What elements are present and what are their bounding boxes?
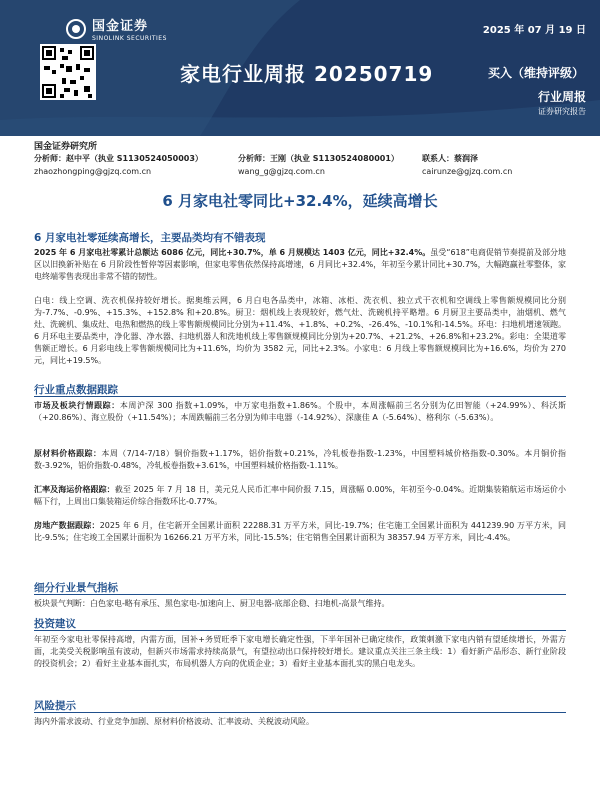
section-2-para-4 xyxy=(34,520,566,544)
section-4-para-1: 年初至今家电社零保持高增，内需方面，国补+务贸旺季下家电增长确定性强，下半年国补已确定续作，政策刺激下家电内销有望延续增长，外需方面，北美受关税影响虽有波动，但新兴市场需求持续高景气，有望拉动出口保持较好增长。建议重点关注三条主线：1）看好新产品形态、新行业阶段的投资机会；2）看好主业基本面扎实，布局机器人方向的优质企业；3）看好主业基本面扎实的黑白电龙头。 xyxy=(34,635,566,668)
rating-badge: 买入（维持评级） xyxy=(487,66,584,80)
section-2-para-2 xyxy=(34,448,566,472)
market-text: 本周沪深 300 指数+1.09%，中万家电指数+1.86%。个股中，本周涨幅前三名分别为亿田智能（+24.99%）、科沃斯（+20.86%）、海立股份（+11.54%）；本周跌幅前三名分别为帅丰电器（-14.92%）、深康佳 A（-5.64%）、格利尔（-5.63%）。 xyxy=(34,401,567,422)
section-divider xyxy=(34,712,566,713)
section-2-para-3 xyxy=(34,484,566,508)
contact: 联系人：蔡润泽 xyxy=(422,154,478,163)
email-2[interactable]: wang_g@gjzq.com.cn xyxy=(238,167,325,176)
realestate-text: 2025 年 6 月，住宅新开全国累计面积 22288.31 万平方米，同比-19.7%；住宅施工全国累计面积为 441239.90 万平方米，同比-9.5%；住宅竣工全国累计面积为 16266.21 万平方米，同比-15.5%；住宅销售全国累计面积为 38357.94 万平方米，同比-4.4%。 xyxy=(34,521,567,542)
realestate-lead: 房地产数据跟踪： xyxy=(34,521,100,530)
section-title-2: 行业重点数据跟踪 xyxy=(34,384,118,396)
section-title-5: 风险提示 xyxy=(34,700,76,712)
section-title-3: 细分行业景气指标 xyxy=(34,582,118,594)
section-2-para-1 xyxy=(34,400,566,424)
section-1-para-1 xyxy=(34,247,566,283)
material-text: 本周（7/14-7/18）铜价指数+1.17%，铝价指数+0.21%，冷轧板卷指数-1.23%，中国塑料城价格指数-0.30%。本月铜价指数-3.92%，铝价指数-0.48%，冷轧板卷指数+3.61%，中国塑料城价格指数-1.11%。 xyxy=(34,449,566,470)
section-1-lead: 2025 年 6 月家电社零累计总额达 6086 亿元，同比+30.7%，单 6 月规模达 1403 亿元，同比+32.4%。 xyxy=(34,248,431,257)
fx-lead: 汇率及海运价格跟踪： xyxy=(34,485,115,494)
research-org: 国金证券研究所 xyxy=(34,142,98,152)
logo-icon xyxy=(66,19,86,39)
logo-en: SINOLINK SECURITIES xyxy=(92,35,167,42)
analyst-2: 分析师：王刚（执业 S1130524080001） xyxy=(238,154,399,163)
report-type: 行业周报 xyxy=(537,90,586,104)
headline: 6 月家电社零同比+32.4%，延续高增长 xyxy=(162,192,438,210)
section-3-para-1: 板块景气判断：白色家电-略有承压、黑色家电-加速向上、厨卫电器-底部企稳、扫地机-高景气维持。 xyxy=(34,599,390,608)
section-1-para-2: 白电：线上空调、洗衣机保持较好增长。据奥维云网，6 月白电各品类中，冰箱、冰柜、洗衣机、独立式干衣机和空调线上零售额规模同比分别为-7.7%、-0.9%、+15.3%、+152.8% 和+20.8%。厨卫：烟机线上表现较好，燃气灶、洗碗机持平略增。6 月厨卫主要品类中，油烟机、燃气灶、洗碗机、集成灶、电热和燃热的线上零售额规模同比分别为+11.4%、+1.8%、+0.2%、-26.4%、-10.1%和-14.5%。环电：扫地机增速领跑。6 月环电主要品类中，净化器、净水器、扫地机器人和洗地机线上零售额规模同比分别为+20.7%、+21.2%、+26.8%和+23.2%。彩电：全渠道零售额正增长。6 月彩电线上零售额规模同比为+11.6%，均价为 3582 元，同比+2.3%。小家电：6 月线上零售额规模同比为+16.6%，均价为 270 元，同比+19.5%。 xyxy=(34,296,566,365)
section-5-para-1: 海内外需求波动、行业竞争加剧、原材料价格波动、汇率波动、关税波动风险。 xyxy=(34,717,314,726)
section-title-1: 6 月家电社零延续高增长，主要品类均有不错表现 xyxy=(34,232,266,244)
logo-cn: 国金证券 xyxy=(92,19,149,34)
section-1-text: 虽受“618”电商促销节奏提前及部分地区以旧换新补贴在 6 月阶段性暂停等因素影响，但家电零售依然保持高增速，6 月同比+32.4%，年初至今累计同比+30.7%，大幅跑赢社零整体，家电终端零售表现出非常不错的韧性。 xyxy=(34,248,566,281)
section-divider xyxy=(34,396,566,397)
analyst-1: 分析师：赵中平（执业 S1130524050003） xyxy=(34,154,203,163)
report-subtype: 证券研究报告 xyxy=(538,107,586,116)
section-title-4: 投资建议 xyxy=(34,618,76,630)
report-header xyxy=(0,0,600,136)
email-1[interactable]: zhaozhongping@gjzq.com.cn xyxy=(34,167,152,176)
section-divider xyxy=(34,630,566,631)
market-lead: 市场及板块行情跟踪： xyxy=(34,401,120,410)
fx-text: 截至 2025 年 7 月 18 日，美元兑人民币汇率中间价报 7.15，周涨幅 0.00%，年初至今-0.04%。近期集装箱航运市场运价小幅下行，上周出口集装箱运价综合指数环比-0.77%。 xyxy=(34,485,566,506)
email-3[interactable]: cairunze@gjzq.com.cn xyxy=(422,167,513,176)
report-date: 2025 年 07 月 19 日 xyxy=(482,25,586,36)
section-divider xyxy=(34,594,566,595)
qr-code-icon xyxy=(40,44,96,100)
material-lead: 原材料价格跟踪： xyxy=(34,449,102,458)
report-title: 家电行业周报 20250719 xyxy=(180,62,434,86)
brand-logo xyxy=(66,15,167,42)
